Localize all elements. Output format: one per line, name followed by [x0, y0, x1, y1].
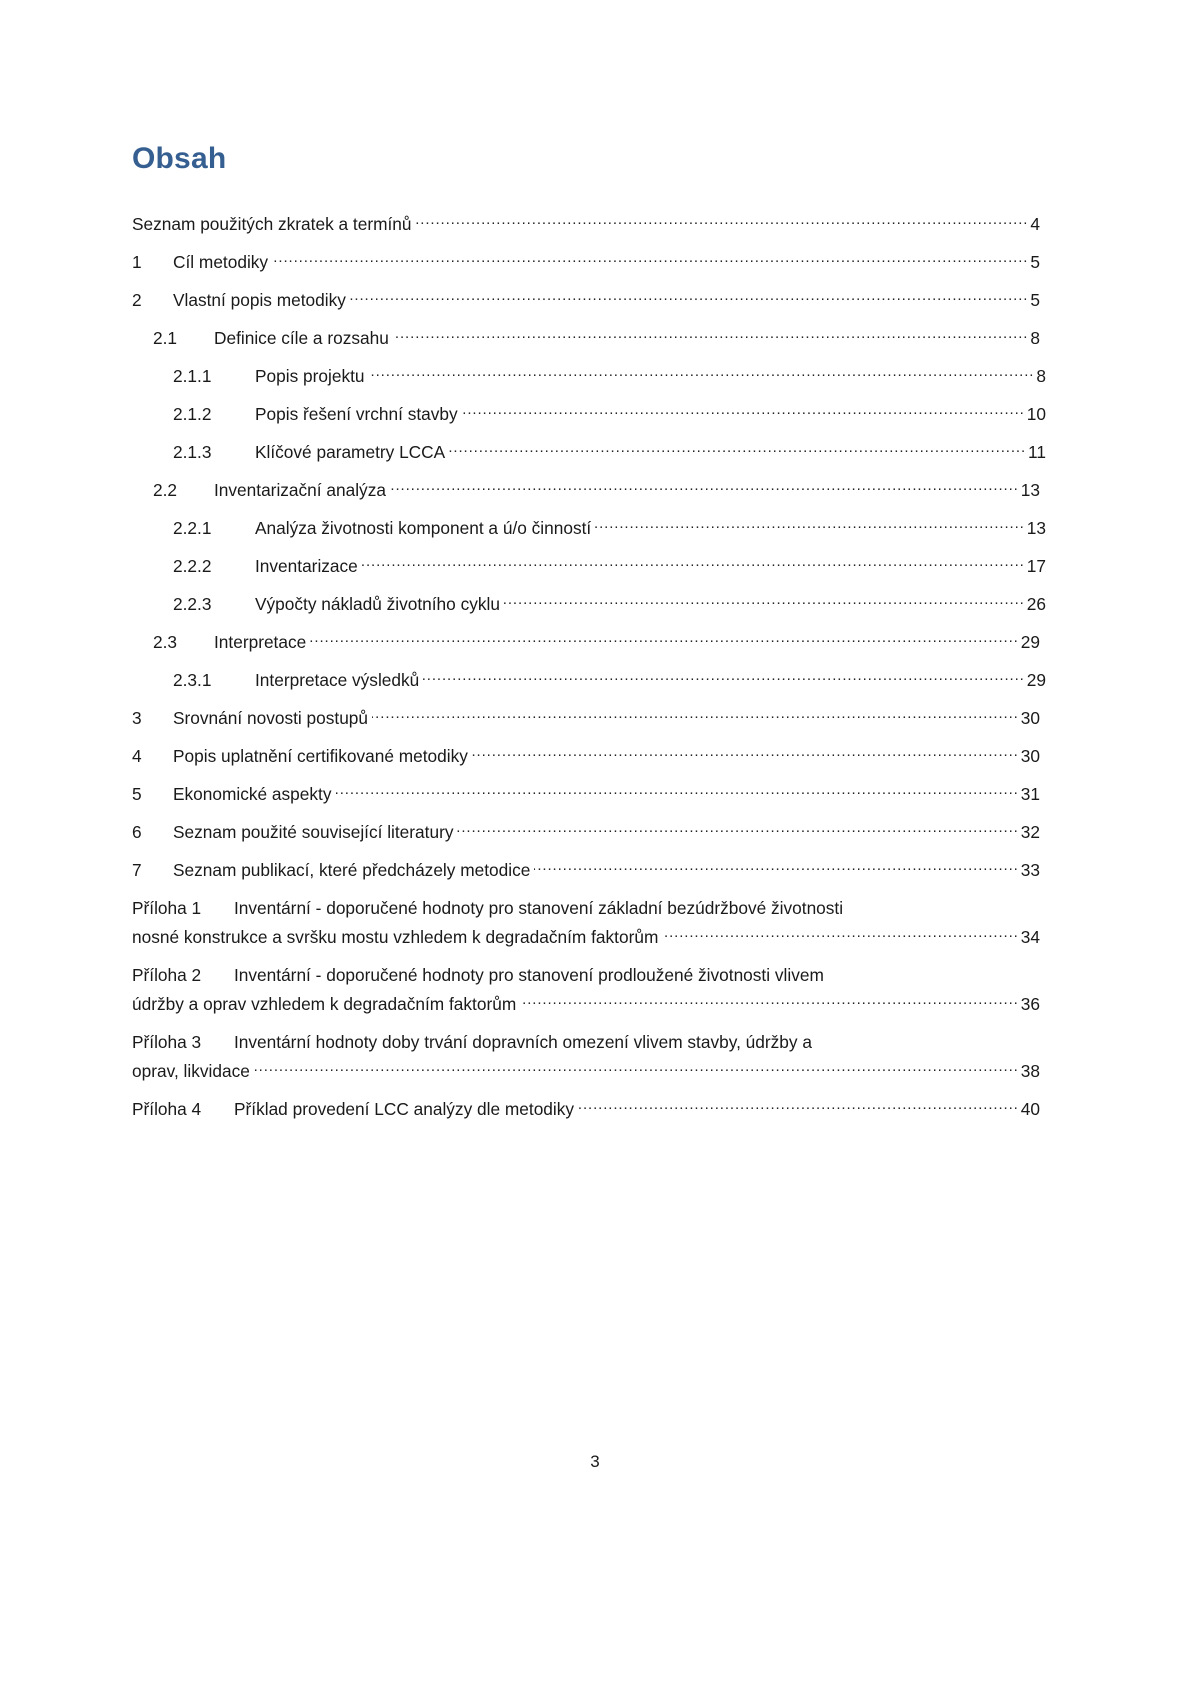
dot-leader [449, 441, 1026, 458]
toc-entry-title: Výpočty nákladů životního cyklu [255, 594, 500, 614]
dot-leader [254, 1060, 1019, 1077]
dot-leader [462, 403, 1025, 420]
page-number: 3 [590, 1452, 600, 1471]
toc-entry-page: 8 [1030, 328, 1040, 348]
toc-entry-number: 2 [132, 290, 142, 310]
toc-entry-number: 6 [132, 822, 142, 842]
appendix-title-line1: Inventární - doporučené hodnoty pro stanovení základní bezúdržbové životnosti [234, 898, 844, 918]
toc-entry-number: 2.3.1 [173, 670, 212, 690]
toc-entry[interactable] [132, 248, 1040, 286]
toc-entry[interactable] [132, 704, 1040, 742]
toc-entry[interactable] [132, 400, 1046, 438]
toc-entry-title: Vlastní popis metodiky [173, 290, 346, 310]
toc-entry-page: 5 [1030, 252, 1040, 272]
toc-entry-title: Interpretace [214, 632, 307, 652]
toc-entry-page: 33 [1020, 860, 1040, 880]
dot-leader [350, 289, 1028, 306]
page-title: Obsah [132, 142, 227, 175]
toc-entry-page: 38 [1020, 1061, 1040, 1081]
toc-entry-title: Inventarizace [255, 556, 358, 576]
toc-entry-preface[interactable] [132, 210, 1040, 248]
dot-leader [504, 593, 1025, 610]
toc-entry-number: 2.1.1 [173, 366, 212, 386]
toc-entry-number: 5 [132, 784, 142, 804]
toc-entry-page: 29 [1026, 670, 1046, 690]
toc-entry-number: 2.2.1 [173, 518, 212, 538]
dot-leader [595, 517, 1025, 534]
toc-entry-page: 17 [1026, 556, 1046, 576]
toc-entry-title: Popis projektu [255, 366, 365, 386]
toc-entry-title: Popis uplatnění certifikované metodiky [173, 746, 468, 766]
toc-entry-page: 32 [1020, 822, 1040, 842]
dot-leader [520, 993, 1019, 1010]
toc-entry[interactable] [132, 286, 1040, 324]
toc-entry-title: Popis řešení vrchní stavby [255, 404, 458, 424]
dot-leader [393, 327, 1029, 344]
dot-leader [272, 251, 1028, 268]
toc-entry-title: Definice cíle a rozsahu [214, 328, 389, 348]
toc-entry-number: 2.2.2 [173, 556, 212, 576]
toc-entry-title: Seznam použité související literatury [173, 822, 454, 842]
toc-entry-title: Klíčové parametry LCCA [255, 442, 446, 462]
appendix-title-line1: Inventární hodnoty doby trvání dopravních omezení vlivem stavby, údržby a [234, 1032, 812, 1052]
toc-appendix-entry[interactable] [132, 894, 1040, 952]
toc-entry-title: Cíl metodiky [173, 252, 269, 272]
toc-entry[interactable] [132, 438, 1046, 476]
toc-entry-number: 2.1 [153, 328, 178, 348]
toc-entry-number: 2.1.2 [173, 404, 212, 424]
toc-entry[interactable] [132, 590, 1046, 628]
toc-entry-page: 29 [1020, 632, 1040, 652]
appendix-label: Příloha 3 [132, 1032, 202, 1052]
toc-entry[interactable] [132, 552, 1046, 590]
toc-entry-title: Interpretace výsledků [255, 670, 420, 690]
table-of-contents [132, 210, 1046, 1133]
toc-entry-title: Ekonomické aspekty [173, 784, 332, 804]
dot-leader [310, 631, 1019, 648]
toc-entry-page: 4 [1030, 214, 1040, 234]
toc-entry-number: 7 [132, 860, 142, 880]
appendix-label: Příloha 4 [132, 1099, 202, 1119]
toc-entry-page: 5 [1030, 290, 1040, 310]
dot-leader [369, 365, 1035, 382]
dot-leader [336, 783, 1019, 800]
toc-entry[interactable] [132, 324, 1040, 362]
toc-entry-title: Srovnání novosti postupů [173, 708, 369, 728]
toc-entry-number: 2.2.3 [173, 594, 212, 614]
toc-entry-title: Seznam použitých zkratek a termínů [132, 214, 412, 234]
toc-entry-number: 4 [132, 746, 142, 766]
appendix-title-line2: údržby a oprav vzhledem k degradačním faktorům [132, 994, 517, 1014]
toc-appendix-entry[interactable] [132, 1095, 1040, 1124]
toc-entry[interactable] [132, 742, 1040, 780]
toc-entry[interactable] [132, 780, 1040, 818]
toc-entry[interactable] [132, 476, 1040, 514]
toc-entry-page: 26 [1026, 594, 1046, 614]
toc-entry-page: 13 [1020, 480, 1040, 500]
toc-entry[interactable] [132, 856, 1040, 894]
dot-leader [662, 926, 1018, 943]
appendix-label: Příloha 1 [132, 898, 202, 918]
toc-entry-page: 13 [1026, 518, 1046, 538]
toc-entry-number: 2.1.3 [173, 442, 212, 462]
toc-entry[interactable] [132, 666, 1046, 704]
toc-entry[interactable] [132, 818, 1040, 856]
toc-entry-page: 31 [1020, 784, 1040, 804]
toc-entry-number: 3 [132, 708, 142, 728]
toc-entry-page: 36 [1020, 994, 1040, 1014]
appendix-title-line2: oprav, likvidace [132, 1061, 250, 1081]
appendix-title-line1: Inventární - doporučené hodnoty pro stanovení prodloužené životnosti vlivem [234, 965, 824, 985]
toc-entry-title: Seznam publikací, které předcházely metodice [173, 860, 531, 880]
dot-leader [372, 707, 1019, 724]
toc-entry-number: 2.2 [153, 480, 178, 500]
appendix-label: Příloha 2 [132, 965, 202, 985]
toc-entry-page: 30 [1020, 746, 1040, 766]
toc-entry-page: 30 [1020, 708, 1040, 728]
dot-leader [416, 213, 1029, 230]
toc-entry-title: Analýza životnosti komponent a ú/o činností [255, 518, 592, 538]
dot-leader [390, 479, 1019, 496]
toc-entry-page: 34 [1020, 927, 1040, 947]
toc-entry[interactable] [132, 628, 1040, 666]
appendix-title-line2: nosné konstrukce a svršku mostu vzhledem k degradačním faktorům [132, 927, 659, 947]
dot-leader [534, 859, 1018, 876]
toc-entry[interactable] [132, 514, 1046, 552]
toc-entry-page: 10 [1026, 404, 1046, 424]
toc-appendix-entry[interactable] [132, 961, 1040, 1019]
toc-entry[interactable] [132, 362, 1046, 400]
dot-leader [457, 821, 1018, 838]
dot-leader [472, 745, 1019, 762]
dot-leader [578, 1098, 1019, 1115]
toc-entry-number: 1 [132, 252, 142, 272]
toc-entry-title: Inventarizační analýza [214, 480, 386, 500]
toc-entry-page: 8 [1036, 366, 1046, 386]
dot-leader [423, 669, 1025, 686]
toc-entry-number: 2.3 [153, 632, 178, 652]
appendix-title-line1: Příklad provedení LCC analýzy dle metodiky [234, 1099, 575, 1119]
toc-entry-page: 40 [1020, 1099, 1040, 1119]
toc-appendix-entry[interactable] [132, 1028, 1040, 1086]
toc-entry-page: 11 [1028, 442, 1046, 462]
dot-leader [362, 555, 1025, 572]
